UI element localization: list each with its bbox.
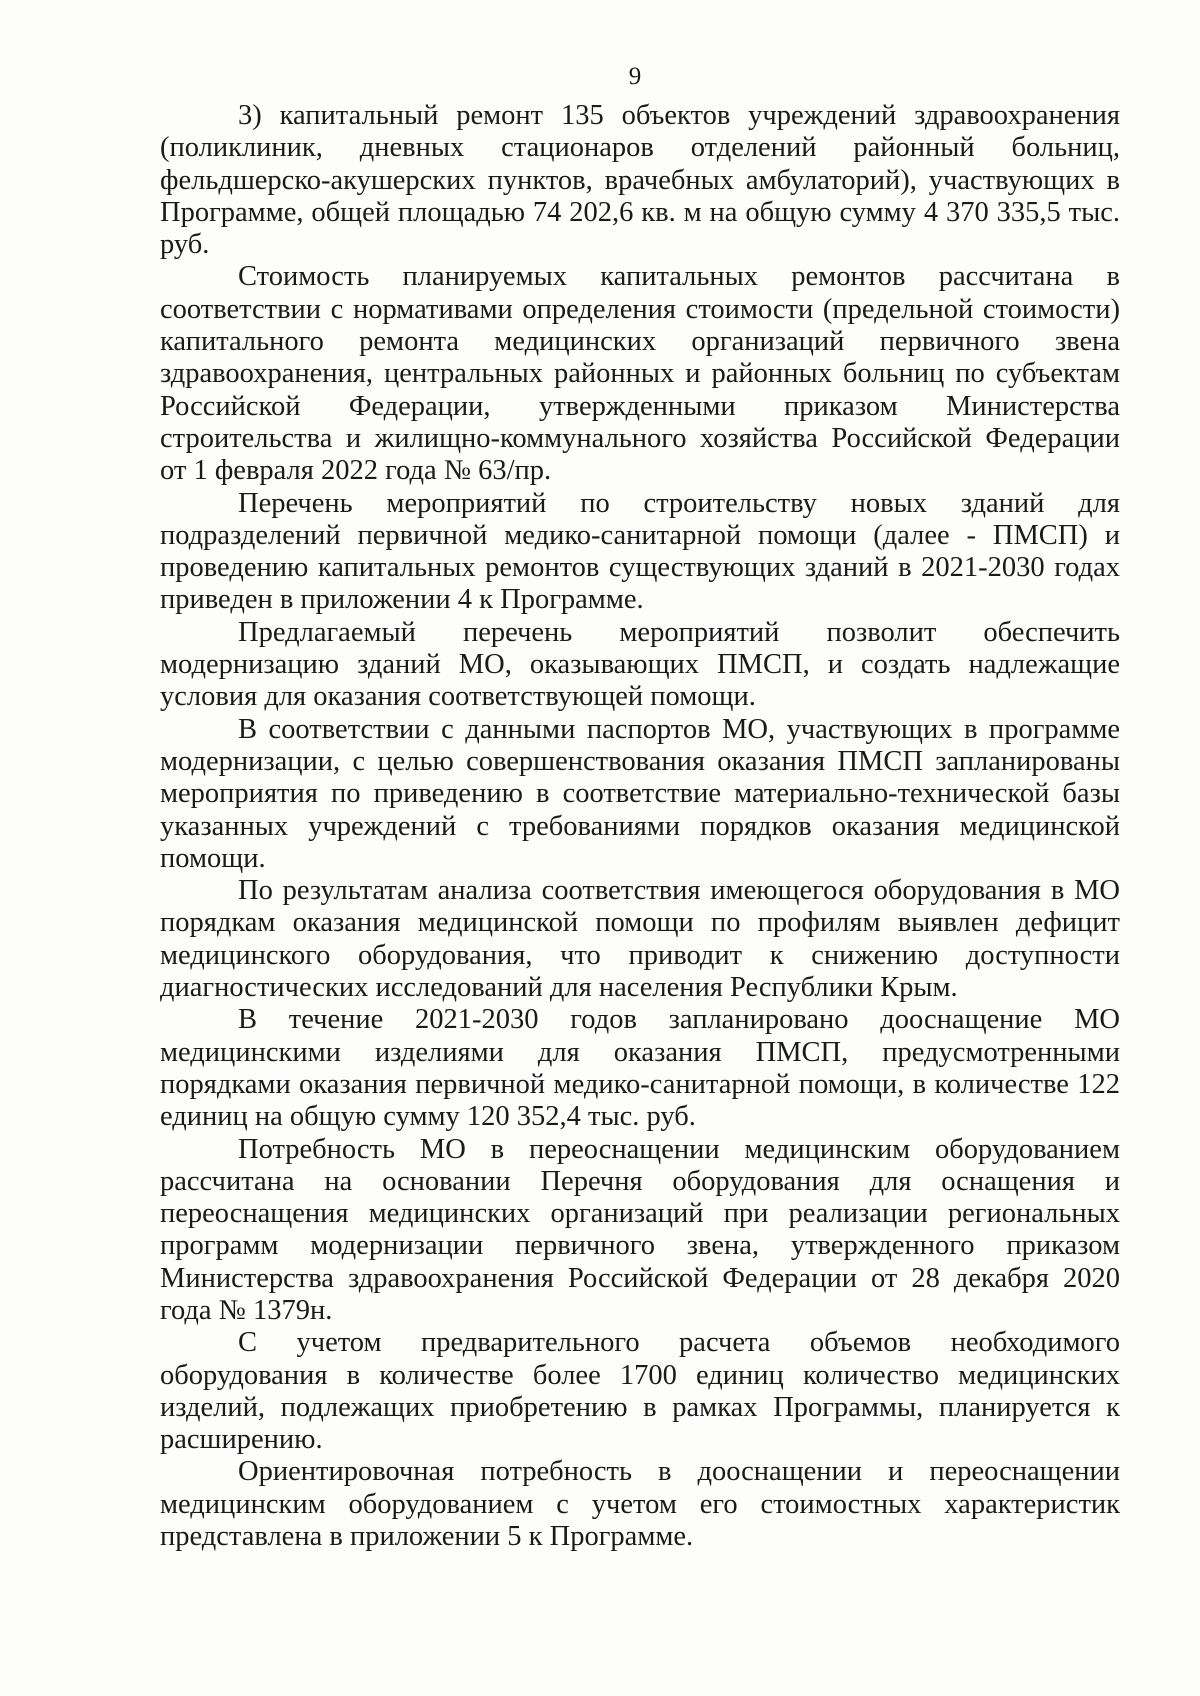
paragraph-repair-cost-basis: Стоимость планируемых капитальных ремонтов рассчитана в соответствии с нормативами определения стоимости (предельной стоимости) капитального ремонта медицинских организаций первичного звена здравоохранения, центральных районных и районных больниц по субъектам Российской Федерации, утвержденными приказом Министерства строительства и жилищно-коммунального хозяйства Российской Федерации от 1 февраля 2022 года № 63/пр. <box>160 261 1120 487</box>
paragraph-modernization-goal: Предлагаемый перечень мероприятий позволит обеспечить модернизацию зданий МО, оказывающих ПМСП, и создать надлежащие условия для оказания соответствующей помощи. <box>160 616 1120 713</box>
paragraph-appendix-reference: Ориентировочная потребность в дооснащении и переоснащении медицинским оборудованием с учетом его стоимостных характеристик представлена в приложении 5 к Программе. <box>160 1456 1120 1553</box>
paragraph-additional-equipment: В течение 2021-2030 годов запланировано дооснащение МО медицинскими изделиями для оказания ПМСП, предусмотренными порядками оказания первичной медико-санитарной помощи, в количестве 122 единиц на общую сумму 120 352,4 тыс. руб. <box>160 1004 1120 1133</box>
paragraph-preliminary-calculation: С учетом предварительного расчета объемов необходимого оборудования в количестве более 1700 единиц количество медицинских изделий, подлежащих приобретению в рамках Программы, планируется к расширению. <box>160 1327 1120 1456</box>
paragraph-equipment-deficit: По результатам анализа соответствия имеющегося оборудования в МО порядкам оказания медицинской помощи по профилям выявлен дефицит медицинского оборудования, что приводит к снижению доступности диагностических исследований для населения Республики Крым. <box>160 875 1120 1004</box>
document-body <box>160 100 1120 1553</box>
page-number: 9 <box>628 63 642 90</box>
paragraph-construction-list: Перечень мероприятий по строительству новых зданий для подразделений первичной медико-санитарной помощи (далее - ПМСП) и проведению капитальных ремонтов существующих зданий в 2021-2030 годах приведен в приложении 4 к Программе. <box>160 487 1120 616</box>
paragraph-mo-passports: В соответствии с данными паспортов МО, участвующих в программе модернизации, с целью совершенствования оказания ПМСП запланированы мероприятия по приведению в соответствие материально-технической базы указанных учреждений с требованиями порядков оказания медицинской помощи. <box>160 713 1120 874</box>
paragraph-capital-repair-objects: 3) капитальный ремонт 135 объектов учреждений здравоохранения (поликлиник, дневных стационаров отделений районный больниц, фельдшерско-акушерских пунктов, врачебных амбулаторий), участвующих в Программе, общей площадью 74 202,6 кв. м на общую сумму 4 370 335,5 тыс. руб. <box>160 100 1120 261</box>
paragraph-reequipment-need: Потребность МО в переоснащении медицинским оборудованием рассчитана на основании Перечня оборудования для оснащения и переоснащения медицинских организаций при реализации региональных программ модернизации первичного звена, утвержденного приказом Министерства здравоохранения Российской Федерации от 28 декабря 2020 года № 1379н. <box>160 1133 1120 1326</box>
